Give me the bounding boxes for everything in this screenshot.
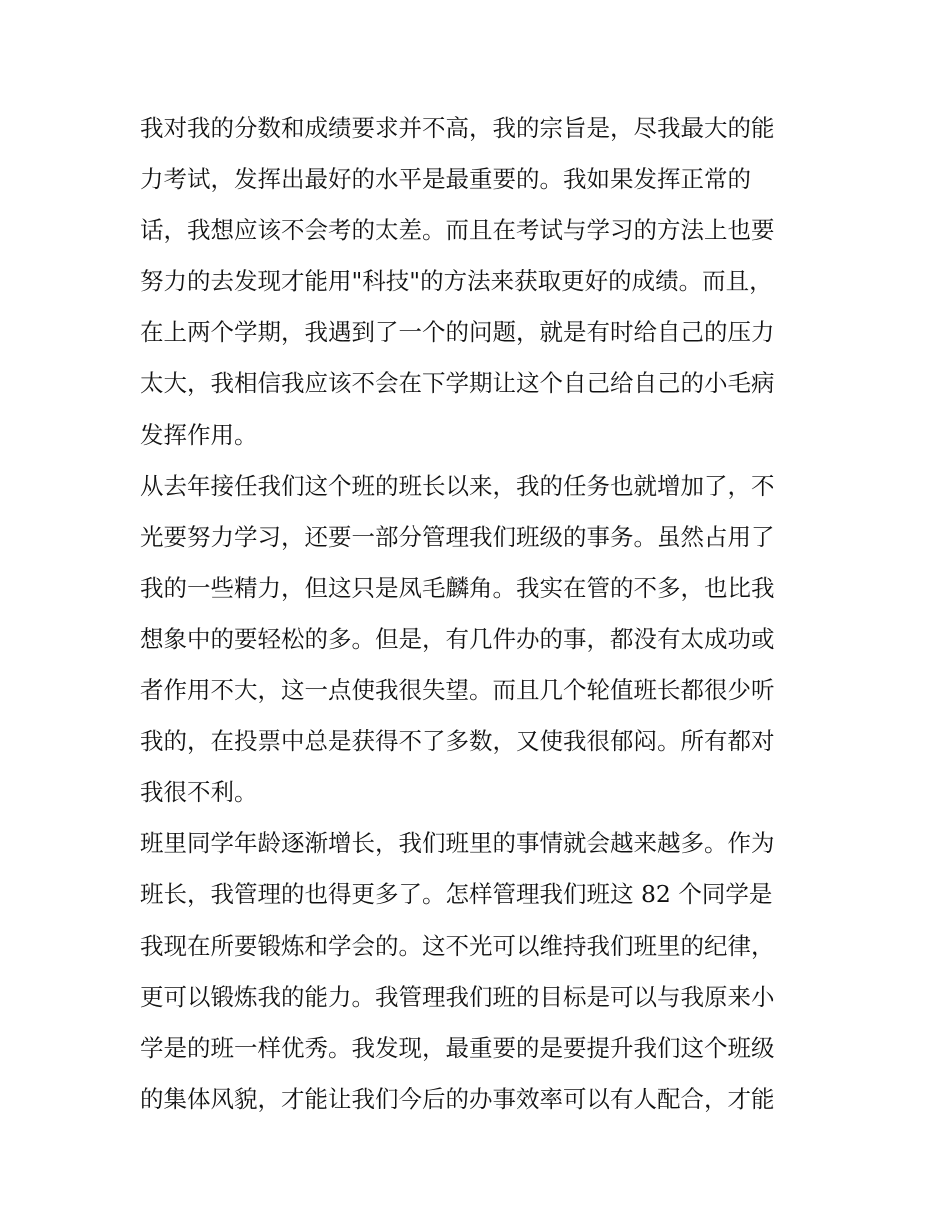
- text-line: 光要努力学习，还要一部分管理我们班级的事务。虽然占用了: [140, 522, 775, 551]
- text-line: 班里同学年龄逐渐增长，我们班里的事情就会越来越多。作为: [140, 829, 775, 858]
- text-line: 从去年接任我们这个班的班长以来，我的任务也就增加了，不: [140, 471, 775, 500]
- text-line: 想象中的要轻松的多。但是，有几件办的事，都没有太成功或: [140, 624, 775, 653]
- text-line: 话，我想应该不会考的太差。而且在考试与学习的方法上也要: [140, 216, 775, 245]
- text-line: 发挥作用。: [140, 420, 258, 449]
- text-line: 力考试，发挥出最好的水平是最重要的。我如果发挥正常的: [140, 165, 751, 194]
- text-line: 我的，在投票中总是获得不了多数，又使我很郁闷。所有都对: [140, 727, 775, 756]
- text-line: 我的一些精力，但这只是凤毛麟角。我实在管的不多，也比我: [140, 573, 775, 602]
- text-line: 的集体风貌，才能让我们今后的办事效率可以有人配合，才能: [140, 1084, 775, 1113]
- text-line: 班长，我管理的也得更多了。怎样管理我们班这 82 个同学是: [140, 880, 773, 909]
- text-line: 学是的班一样优秀。我发现，最重要的是要提升我们这个班级: [140, 1033, 775, 1062]
- text-line: 努力的去发现才能用"科技"的方法来获取更好的成绩。而且，: [140, 267, 773, 296]
- text-line: 我很不利。: [140, 778, 258, 807]
- text-line: 在上两个学期，我遇到了一个的问题，就是有时给自己的压力: [140, 318, 775, 347]
- text-line: 我现在所要锻炼和学会的。这不光可以维持我们班里的纪律，: [140, 931, 775, 960]
- document-body: [140, 108, 820, 1130]
- text-line: 太大，我相信我应该不会在下学期让这个自己给自己的小毛病: [140, 369, 775, 398]
- text-line: 更可以锻炼我的能力。我管理我们班的目标是可以与我原来小: [140, 982, 775, 1011]
- text-line: 我对我的分数和成绩要求并不高，我的宗旨是，尽我最大的能: [140, 114, 775, 142]
- text-line: 者作用不大，这一点使我很失望。而且几个轮值班长都很少听: [140, 676, 775, 705]
